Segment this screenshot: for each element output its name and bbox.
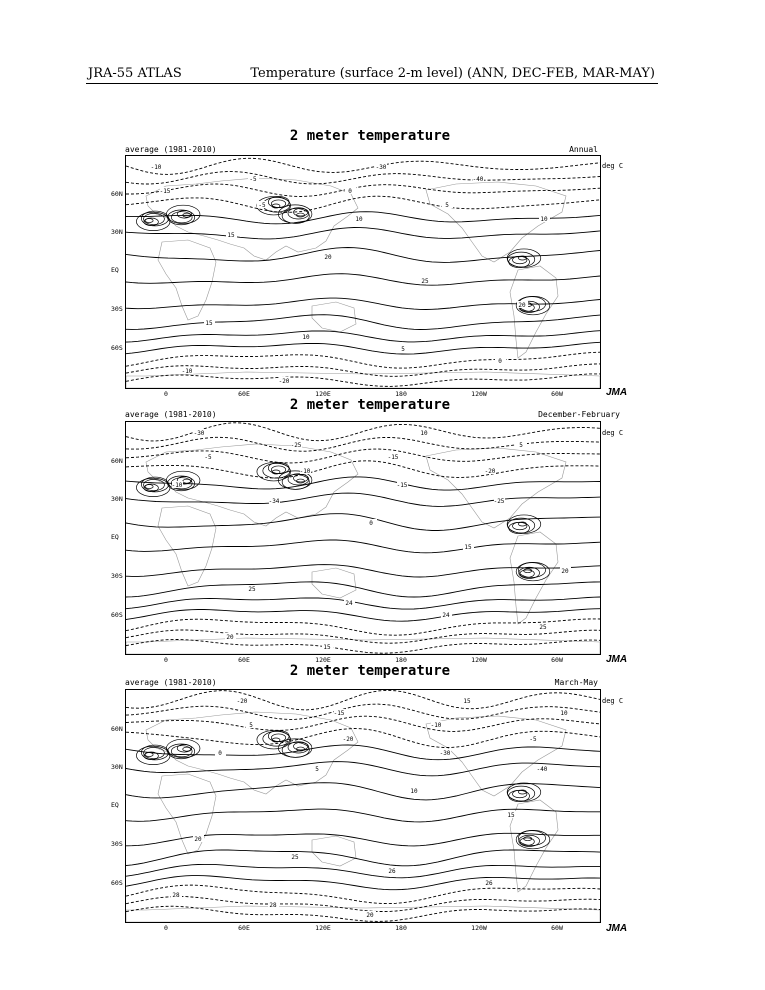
isotherm-line <box>126 477 600 490</box>
lat-label: 60N <box>111 725 123 733</box>
contour-value-label: -25 <box>290 442 302 449</box>
contour-value-label: 28 <box>269 902 277 909</box>
isotherm-line <box>126 850 600 866</box>
lat-label: 60N <box>111 457 123 465</box>
contour-value-label: 10 <box>410 788 418 795</box>
isotherm-line <box>126 514 600 531</box>
jma-logo: JMA <box>606 654 628 665</box>
contour-value-label: -10 <box>171 482 183 489</box>
lat-label: 60N <box>111 190 123 198</box>
contour-value-label: 24 <box>345 600 353 607</box>
lon-label: 120W <box>471 390 487 398</box>
contour-value-label: 5 <box>249 722 253 729</box>
contour-value-label: 15 <box>507 812 515 819</box>
contour-value-label: 20 <box>518 302 526 309</box>
isotherm-line <box>126 897 600 912</box>
lat-label: 60S <box>111 344 123 352</box>
isotherm-line <box>126 906 600 921</box>
unit-label: deg C <box>602 162 624 170</box>
contour-value-label: 15 <box>464 544 472 551</box>
isotherm-line <box>126 364 600 376</box>
season-label: Annual <box>569 145 598 154</box>
contour-value-label: 10 <box>420 430 428 437</box>
contour-cluster <box>509 256 530 267</box>
panel-title: 2 meter temperature <box>289 128 451 144</box>
contour-cluster <box>297 479 305 483</box>
coastline-outline <box>146 178 358 260</box>
contour-cluster <box>520 570 534 578</box>
contour-value-label: 20 <box>194 836 202 843</box>
lon-label: 60E <box>238 656 250 664</box>
contour-value-label: 10 <box>540 216 548 223</box>
lon-label: 180 <box>395 390 407 398</box>
lon-label: 180 <box>395 924 407 932</box>
isotherm-line <box>126 690 600 710</box>
lat-label: 30S <box>111 305 123 313</box>
isotherm-line <box>126 540 600 553</box>
contour-value-label: 25 <box>421 278 429 285</box>
contour-value-label: 25 <box>539 624 547 631</box>
isotherm-line <box>126 619 600 635</box>
header-right: Temperature (surface 2-m level) (ANN, DEC-FEB, MAR-MAY) <box>250 66 655 81</box>
contour-value-label: -15 <box>333 710 345 717</box>
contour-value-label: 0 <box>369 520 373 527</box>
period-label: average (1981-2010) <box>125 410 217 419</box>
contour-cluster <box>520 838 534 846</box>
contour-value-label: -10 <box>299 468 311 475</box>
contour-cluster <box>509 790 530 801</box>
lon-label: 60W <box>551 656 563 664</box>
contour-value-label: 5 <box>401 346 405 353</box>
contour-value-label: -20 <box>342 736 354 743</box>
contour-value-label: 26 <box>388 868 396 875</box>
contour-value-label: 25 <box>248 586 256 593</box>
isotherm-line <box>126 716 600 731</box>
lon-label: 0 <box>164 390 168 398</box>
isotherm-line <box>126 172 600 185</box>
isotherm-line <box>126 762 600 776</box>
contour-value-label: -30 <box>193 430 205 437</box>
isotherm-line <box>126 565 600 577</box>
contour-value-label: -5 <box>249 176 257 183</box>
lat-label: 30S <box>111 840 123 848</box>
contour-value-label: 15 <box>227 232 235 239</box>
coastline-outline <box>312 836 356 866</box>
isotherm-line <box>126 493 600 506</box>
contour-value-label: 10 <box>560 710 568 717</box>
contour-value-label: -25 <box>493 498 505 505</box>
contour-value-label: -20 <box>236 698 248 705</box>
contour-value-label: -5 <box>258 202 266 209</box>
lat-label: 30S <box>111 572 123 580</box>
isotherm-line <box>126 315 600 330</box>
jma-logo: JMA <box>606 387 628 398</box>
lat-label: 30N <box>111 228 123 236</box>
contour-cluster <box>524 837 532 841</box>
panel-title: 2 meter temperature <box>289 663 451 679</box>
contour-value-label: 5 <box>445 202 449 209</box>
isotherm-line <box>126 630 600 643</box>
contour-value-label: 0 <box>348 188 352 195</box>
contour-value-label: 0 <box>498 358 502 365</box>
isotherm-line <box>126 342 600 354</box>
contour-map <box>125 689 601 923</box>
isotherm-line <box>126 158 600 174</box>
isotherm-line <box>126 597 600 609</box>
jma-logo: JMA <box>606 923 628 934</box>
lon-label: 60E <box>238 924 250 932</box>
isotherm-line <box>126 745 600 760</box>
coastline-outline <box>126 372 600 388</box>
lon-label: 0 <box>164 924 168 932</box>
isotherm-line <box>126 331 600 342</box>
lat-label: 60S <box>111 879 123 887</box>
contour-value-label: -20 <box>278 378 290 385</box>
header-left: JRA-55 ATLAS <box>88 66 182 81</box>
contour-value-label: -20 <box>484 468 496 475</box>
contour-value-label: 20 <box>366 912 374 919</box>
contour-value-label: -10 <box>181 368 193 375</box>
lon-label: 60W <box>551 924 563 932</box>
lon-label: 0 <box>164 656 168 664</box>
panel-title: 2 meter temperature <box>289 397 451 413</box>
contour-cluster <box>271 734 285 742</box>
contour-value-label: 26 <box>485 880 493 887</box>
isotherm-line <box>126 374 600 387</box>
contour-cluster <box>271 200 285 208</box>
contour-value-label: -10 <box>150 164 162 171</box>
contour-value-label: 20 <box>226 634 234 641</box>
lon-label: 120E <box>315 656 331 664</box>
lon-label: 120E <box>315 924 331 932</box>
lat-label: 30N <box>111 763 123 771</box>
isotherm-line <box>126 876 600 890</box>
lon-label: 120W <box>471 656 487 664</box>
contour-map <box>125 155 601 389</box>
contour-value-label: 15 <box>323 644 331 651</box>
contour-cluster <box>271 466 285 474</box>
unit-label: deg C <box>602 697 624 705</box>
header-rule <box>86 83 658 84</box>
coastline-outline <box>158 774 216 854</box>
contour-value-label: -15 <box>159 188 171 195</box>
isotherm-line <box>126 809 600 822</box>
lon-label: 60E <box>238 390 250 398</box>
lat-label: EQ <box>111 533 119 541</box>
map-panel-djf <box>110 397 630 665</box>
contour-value-label: 25 <box>291 854 299 861</box>
lat-label: EQ <box>111 266 119 274</box>
contour-cluster <box>524 569 532 573</box>
lat-label: 60S <box>111 611 123 619</box>
contour-value-label: -40 <box>536 766 548 773</box>
contour-value-label: -5 <box>204 454 212 461</box>
isotherm-line <box>126 640 600 654</box>
map-panel-mam <box>110 663 630 939</box>
isotherm-line <box>126 184 600 197</box>
contour-value-label: -10 <box>430 722 442 729</box>
period-label: average (1981-2010) <box>125 145 217 154</box>
isotherm-line <box>126 228 600 239</box>
contour-svg <box>126 690 600 922</box>
contour-value-label: -30 <box>439 750 451 757</box>
contour-value-label: 5 <box>315 766 319 773</box>
contour-value-label: 15 <box>463 698 471 705</box>
isotherm-line <box>126 582 600 597</box>
coastline-outline <box>426 448 566 528</box>
contour-cluster <box>297 213 305 217</box>
contour-value-label: 10 <box>355 216 363 223</box>
contour-map <box>125 421 601 655</box>
isotherm-line <box>126 196 600 212</box>
contour-cluster <box>509 522 530 533</box>
contour-value-label: -40 <box>472 176 484 183</box>
contour-value-label: -15 <box>396 482 408 489</box>
isotherm-line <box>126 704 600 719</box>
contour-value-label: 5 <box>519 442 523 449</box>
season-label: December-February <box>538 410 620 419</box>
coastline-outline <box>158 240 216 320</box>
season-label: March-May <box>554 678 598 687</box>
contour-value-label: -34 <box>268 498 280 505</box>
lon-label: 180 <box>395 656 407 664</box>
contour-svg <box>126 156 600 388</box>
contour-value-label: 10 <box>302 334 310 341</box>
contour-value-label: -30 <box>375 164 387 171</box>
contour-value-label: 24 <box>442 612 450 619</box>
contour-value-label: 0 <box>218 750 222 757</box>
lat-label: EQ <box>111 801 119 809</box>
contour-value-label: 15 <box>205 320 213 327</box>
lon-label: 60W <box>551 390 563 398</box>
map-panel-annual <box>110 128 630 396</box>
contour-value-label: -15 <box>387 454 399 461</box>
lon-label: 120W <box>471 924 487 932</box>
isotherm-line <box>126 274 600 286</box>
contour-value-label: 20 <box>324 254 332 261</box>
lon-label: 120E <box>315 390 331 398</box>
lat-label: 30N <box>111 495 123 503</box>
period-label: average (1981-2010) <box>125 678 217 687</box>
contour-value-label: -5 <box>529 736 537 743</box>
contour-value-label: 20 <box>561 568 569 575</box>
unit-label: deg C <box>602 429 624 437</box>
contour-svg <box>126 422 600 654</box>
isotherm-line <box>126 437 600 451</box>
contour-value-label: 28 <box>172 892 180 899</box>
